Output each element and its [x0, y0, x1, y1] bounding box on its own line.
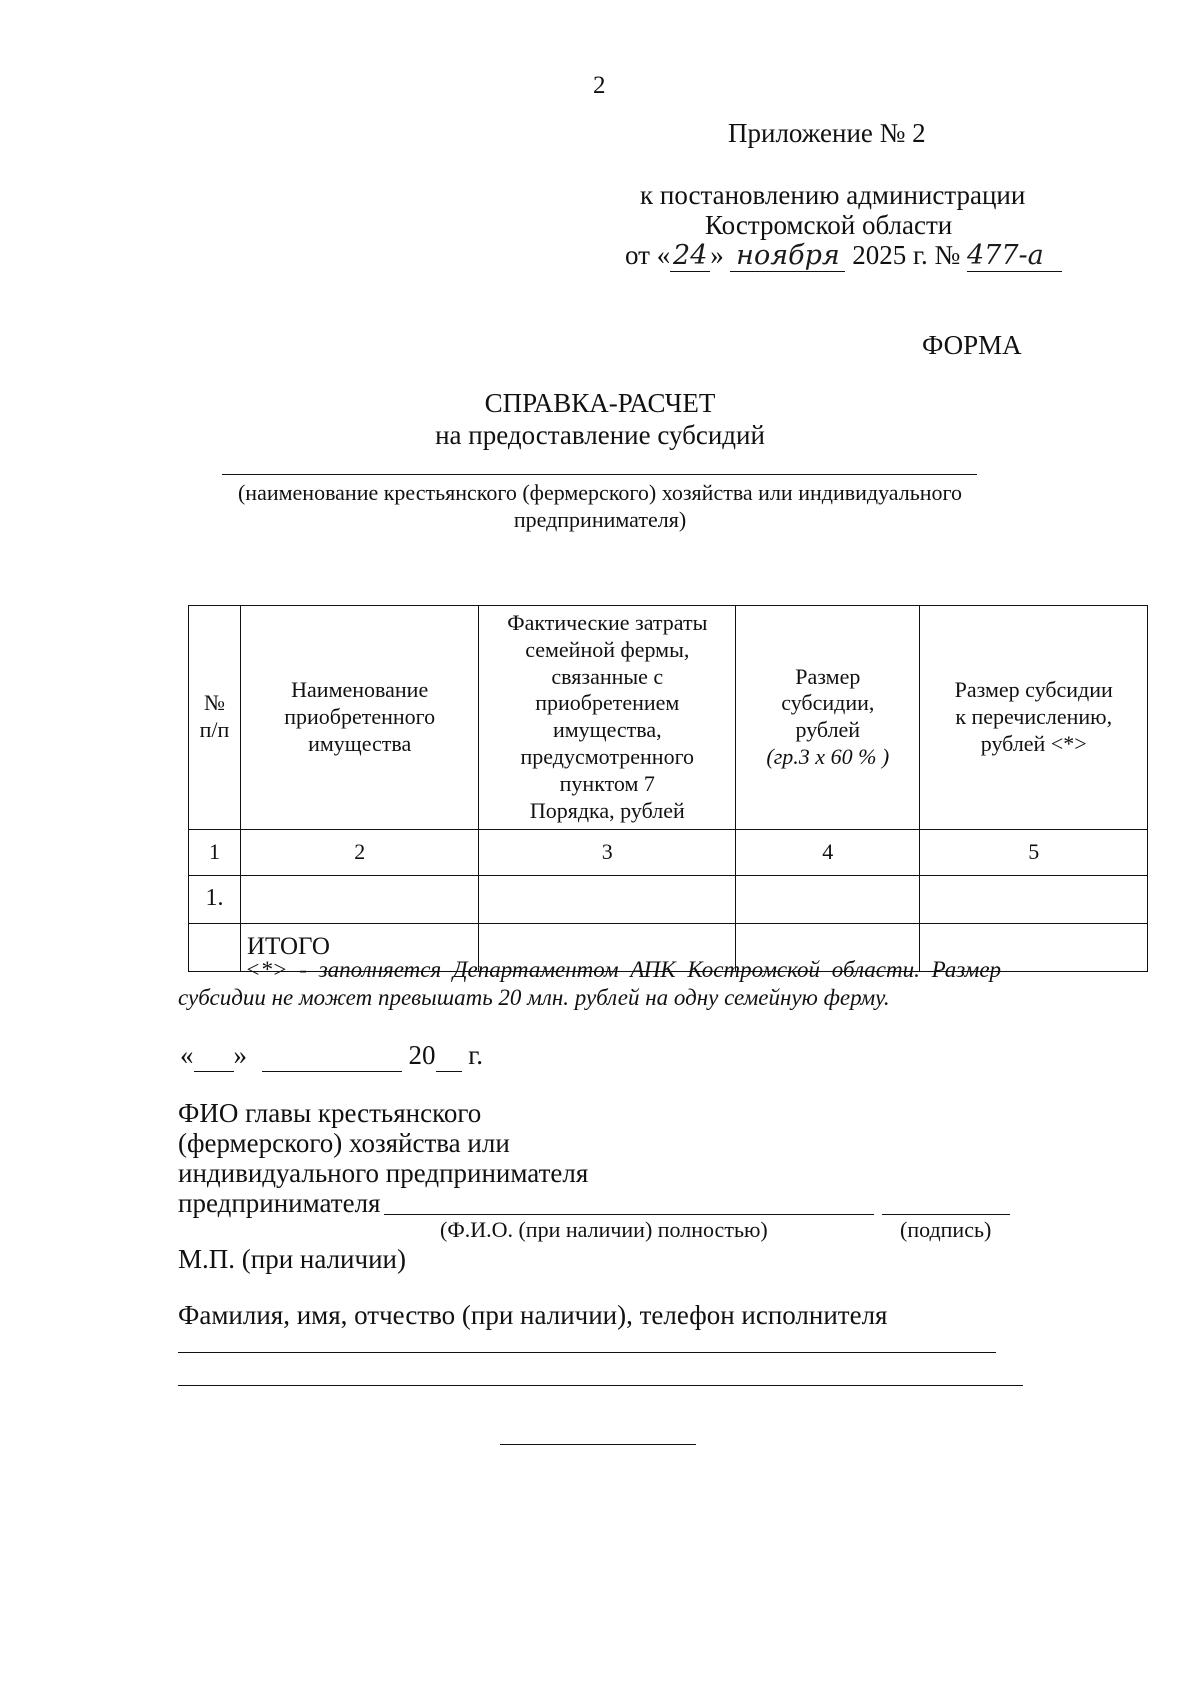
entity-name-line [222, 474, 977, 475]
handwritten-day: 24 [670, 240, 710, 272]
appendix-line1: к постановлению администрации [640, 180, 1026, 210]
entity-caption-line2: предпринимателя) [513, 507, 687, 532]
header-num [189, 606, 241, 830]
table-cell [189, 923, 241, 971]
footnote-line1: <*> - заполняется Департаментом АПК Костромской области. Размер [245, 957, 1002, 982]
day-blank [194, 1040, 234, 1072]
table-cell [479, 875, 736, 923]
appendix-date [625, 240, 1062, 272]
sign-caption: (подпись) [900, 1217, 992, 1242]
executor-label: Фамилия, имя, отчество (при наличии), телефон исполнителя [178, 1300, 888, 1330]
table-cell [241, 875, 479, 923]
header-subsidy-size [736, 606, 920, 830]
year-prefix: 20 [408, 1040, 436, 1070]
table-cell [920, 875, 1148, 923]
column-number: 5 [920, 829, 1148, 875]
column-number: 3 [479, 829, 736, 875]
fio-line [384, 1214, 874, 1215]
header-text: Порядка, рублей [529, 797, 685, 823]
header-num-symbol: № [204, 690, 225, 716]
stamp-label: М.П. (при наличии) [178, 1244, 406, 1274]
handwritten-doc-number: 477-а [967, 240, 1062, 272]
total-label: ИТОГО [241, 923, 479, 971]
signature-line1: ФИО главы крестьянского [178, 1098, 482, 1128]
header-text: семейной фермы, [525, 636, 690, 662]
header-subsidy-transfer [920, 606, 1148, 830]
page-number: 2 [593, 72, 606, 99]
header-text: рублей <*> [980, 730, 1087, 756]
date-close-quote: » [233, 1040, 247, 1070]
handwritten-month: ноября [730, 240, 845, 272]
header-text: субсидии, [781, 690, 875, 716]
fio-caption: (Ф.И.О. (при наличии) полностью) [440, 1217, 768, 1242]
date-prefix: от « [625, 240, 671, 270]
form-label: ФОРМА [922, 330, 1022, 360]
header-text: приобретением [535, 690, 680, 716]
month-blank [262, 1040, 402, 1072]
heading-title: СПРАВКА-РАСЧЕТ [484, 388, 716, 418]
header-text: Размер субсидии [954, 677, 1113, 703]
signature-line3: индивидуального предпринимателя [178, 1158, 589, 1188]
date-year: 2025 г. № [852, 240, 961, 270]
year-blank [436, 1040, 462, 1072]
appendix-line2: Костромской области [705, 210, 953, 240]
appendix-title: Приложение № 2 [728, 118, 926, 148]
header-text: Наименование [291, 677, 429, 703]
header-text: имущества, [552, 717, 662, 743]
header-num-label: п/п [199, 717, 230, 743]
signature-line4: предпринимателя [178, 1188, 381, 1218]
header-text: пунктом 7 [559, 770, 655, 796]
table-row [189, 875, 1148, 923]
end-divider [500, 1444, 696, 1445]
header-text: предусмотренного [520, 744, 695, 770]
entity-caption-line1: (наименование крестьянского (фермерского) хозяйства или индивидуального [237, 480, 963, 505]
date-line [180, 1040, 483, 1072]
executor-line2 [178, 1385, 1023, 1386]
column-number: 1 [189, 829, 241, 875]
table-header-row [189, 606, 1148, 830]
table-number-row [189, 829, 1148, 875]
header-text: Фактические затраты [507, 610, 708, 635]
row-number: 1. [189, 875, 241, 923]
header-text: приобретенного [284, 703, 436, 729]
signature-line [882, 1214, 1010, 1215]
date-mid: » [710, 240, 724, 270]
footnote-line2: субсидии не может превышать 20 млн. рублей на одну семейную ферму. [178, 985, 890, 1010]
header-text: рублей [795, 717, 861, 743]
column-number: 4 [736, 829, 920, 875]
header-property-name [241, 606, 479, 830]
header-text: Размер [795, 663, 861, 689]
heading-subtitle: на предоставление субсидий [435, 420, 765, 450]
calculation-table [188, 605, 1148, 972]
column-number: 2 [241, 829, 479, 875]
date-open-quote: « [180, 1040, 194, 1070]
year-suffix: г. [468, 1040, 484, 1070]
header-text: имущества [308, 730, 412, 756]
signature-line2: (фермерского) хозяйства или [178, 1128, 510, 1158]
executor-line1 [178, 1352, 996, 1353]
header-formula: (гр.3 х 60 % ) [766, 744, 890, 770]
header-text: связанные с [551, 663, 664, 689]
header-text: к перечислению, [955, 703, 1113, 729]
table-cell [736, 875, 920, 923]
header-actual-costs [479, 606, 736, 830]
